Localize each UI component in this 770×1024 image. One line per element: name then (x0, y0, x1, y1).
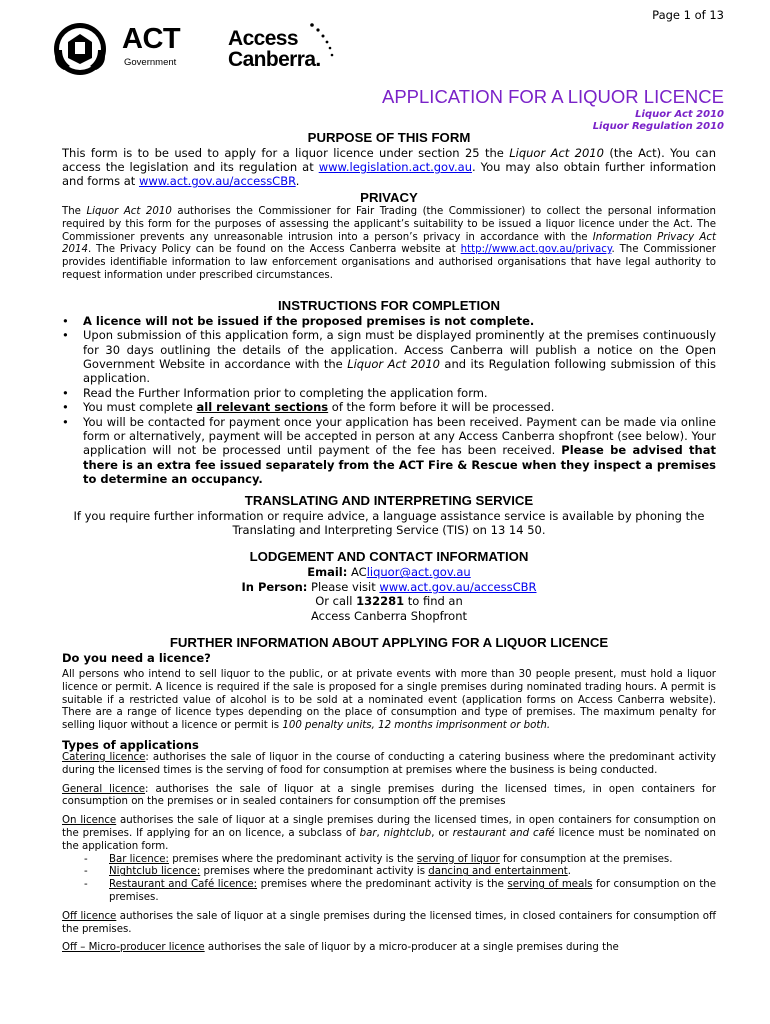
document-content (62, 130, 716, 955)
purpose-text: This form is to be used to apply for a liquor licence under section 25 the Liquor Act 2010 (the Act). You can access the legislation and its regulation at www.legislation.act.gov.au. You may also obtain further information and forms at www.act.gov.au/accessCBR. (62, 146, 717, 188)
off-licence-text: Off licence authorises the sale of liquor at a single premises during the licensed times, in closed containers for consumption off the premises. (62, 910, 716, 935)
purpose-heading: PURPOSE OF THIS FORM (307, 130, 471, 145)
regulation-reference: Liquor Regulation 2010 (592, 121, 724, 132)
privacy-heading: PRIVACY (360, 190, 418, 205)
general-licence-text: General licence: authorises the sale of liquor at a single premises during the licensed times, in open containers for consumption on the premises or in sealed containers for consumption off the premises (62, 783, 716, 808)
in-person-link[interactable]: www.act.gov.au/accessCBR (379, 579, 537, 594)
page-title: APPLICATION FOR A LIQUOR LICENCE (382, 86, 724, 107)
lodgement-shopfront: Access Canberra Shopfront (310, 608, 467, 623)
list-item: • A licence will not be issued if the proposed premises is not complete. (62, 313, 535, 328)
page-number: Page 1 of 13 (652, 8, 724, 22)
translating-text: If you require further information or require advice, a language assistance service is available by phoning the Translating and Interpreting Service (TIS) on 13 14 50. (73, 508, 705, 538)
need-licence-heading: Do you need a licence? (62, 651, 211, 666)
lodgement-email: Email: ACliquor@act.gov.au (307, 565, 471, 580)
lodgement-in-person: In Person: Please visit www.act.gov.au/accessCBR (241, 579, 537, 594)
act-reference: Liquor Act 2010 (635, 109, 724, 120)
list-item: - Nightclub licence: premises where the predominant activity is dancing and entertainment. (84, 866, 572, 878)
on-licence-subclasses (62, 854, 716, 905)
list-item: - Bar licence: premises where the predominant activity is the serving of liquor for consumption at the premises. (84, 853, 673, 865)
access-canberra-logo-line1: Access (228, 27, 298, 50)
on-licence-text: On licence authorises the sale of liquor at a single premises during the licensed times, in open containers for consumption on the premises. If applying for an on licence, a subclass of bar, nightclub, or restaurant and café licence must be nominated on the application form. (62, 815, 716, 852)
act-logo-text: ACT (122, 23, 181, 55)
access-cbr-link[interactable]: www.act.gov.au/accessCBR (138, 174, 296, 188)
email-link[interactable]: liquor@act.gov.au (366, 565, 471, 580)
translating-heading: TRANSLATING AND INTERPRETING SERVICE (244, 492, 534, 508)
list-item: • Upon submission of this application form, a sign must be displayed prominently at the premises continuously for 30 days outlining the details of the application. Access Canberra will publish a notice on the Open Government Website in accordance with the Liquor Act 2010 and its Regulation following submission of this application. (62, 328, 717, 386)
instructions-heading: INSTRUCTIONS FOR COMPLETION (278, 297, 500, 313)
list-item: - Restaurant and Café licence: premises where the predominant activity is the serving of meals for consumption on the premises. (84, 879, 717, 904)
list-item: • You will be contacted for payment once your application has been received. Payment can be made via online form or alternatively, payment will be accepted in person at any Access Canberra shopfront (see below). Your application will not be processed until payment of the fee has been received. Please be advised that there is an extra fee issued separately from the ACT Fire & Rescue when they inspect a premises to determine an occupancy. (62, 414, 716, 487)
catering-licence-text: Catering licence: authorises the sale of liquor in the course of conducting a catering business where the predominant activity during the licensed times is the serving of food for consumption at premises where the business is being conducted. (62, 752, 716, 776)
privacy-text: The Liquor Act 2010 authorises the Commissioner for Fair Trading (the Commissioner) to collect the personal information required by this form for the purposes of assessing the applicant’s suitability to be issued a liquor licence under the Act. The Commissioner prevents any unreasonable intrusion into a person’s privacy in accordance with the Information Privacy Act 2014. The Privacy Policy can be found on the Access Canberra website at http://www.act.gov.au/privacy. The Commissioner provides identifiable information to law enforcement organisations and authorised organisations that have legal authority to request information under prescribed circumstances. (62, 206, 716, 281)
act-government-crest-icon (50, 20, 110, 78)
legislation-link[interactable]: www.legislation.act.gov.au (318, 160, 472, 174)
privacy-policy-link[interactable]: http://www.act.gov.au/privacy (460, 244, 612, 256)
instructions-list (62, 314, 716, 487)
lodgement-call: Or call 132281 to find an (315, 594, 463, 609)
lodgement-heading: LODGEMENT AND CONTACT INFORMATION (249, 549, 529, 565)
list-item: • You must complete all relevant sections of the form before it will be processed. (62, 400, 555, 415)
list-item: • Read the Further Information prior to completing the application form. (62, 385, 488, 400)
need-licence-text: All persons who intend to sell liquor to the public, or at private events with more than 30 people present, must hold a liquor licence or permit. A licence is required if the sale is proposed for a single premises during nominated trading hours. A permit is suitable if a restricted value of alcohol is to be sold at a nominated event (application forms on Access Canberra website). There are a range of licence types depending on the place of consumption and type of premises. The maximum penalty for selling liquor without a licence or permit is 100 penalty units, 12 months imprisonment or both. (62, 669, 716, 732)
access-canberra-dots-icon (306, 22, 346, 62)
act-logo-subtext: Government (124, 57, 177, 68)
types-heading: Types of applications (62, 738, 199, 753)
micro-producer-licence-text: Off – Micro-producer licence authorises the sale of liquor by a micro-producer at a single premises during the (62, 942, 619, 954)
header-logos (50, 18, 350, 76)
further-info-heading: FURTHER INFORMATION ABOUT APPLYING FOR A LIQUOR LICENCE (169, 635, 609, 651)
access-canberra-logo-line2: Canberra. (228, 48, 321, 71)
